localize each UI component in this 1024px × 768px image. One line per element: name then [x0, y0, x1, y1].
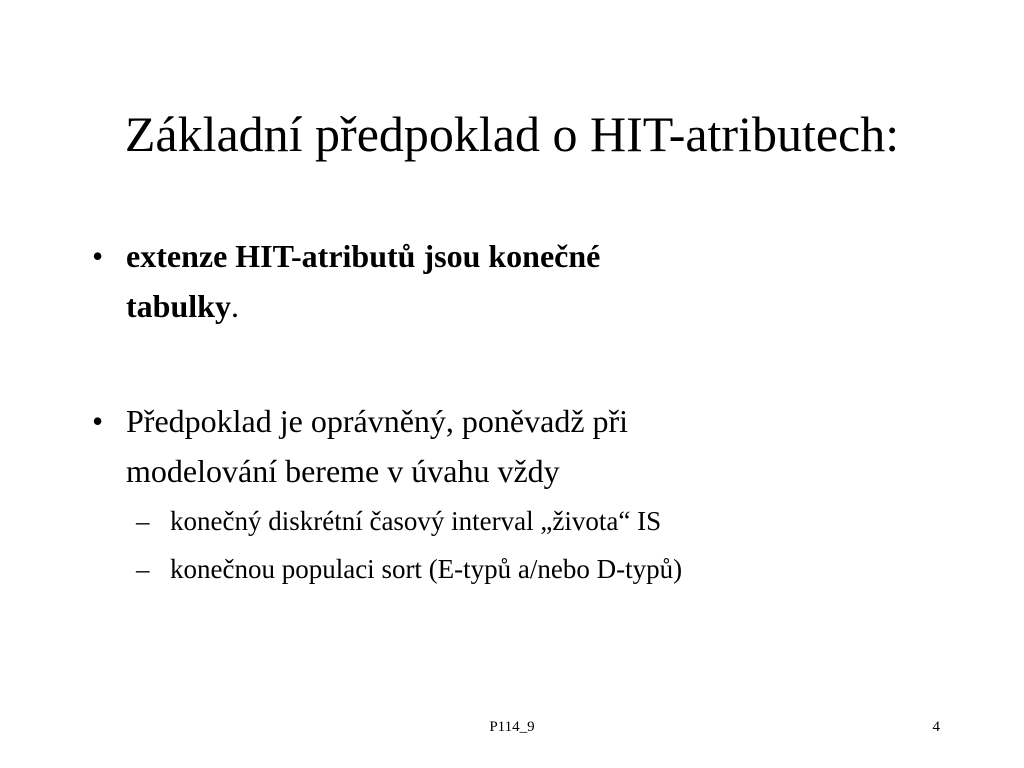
page-number: 4 [932, 719, 940, 735]
sub-bullet-item [136, 501, 876, 541]
sub-bullet-mark: – [136, 554, 150, 584]
sub-bullet-mark: – [136, 506, 150, 536]
bullet-text-line1: Předpoklad je oprávněný, poněvadž při [126, 403, 629, 439]
bullet-text-line2: modelování bereme v úvahu vždy [126, 453, 560, 489]
sub-bullet-text: konečnou populaci sort (E-typů a/nebo D-typů) [170, 554, 683, 584]
bullet-mark: • [92, 403, 104, 439]
bullet-item [92, 396, 832, 496]
bullet-text [126, 231, 832, 331]
bullet-text-line2: tabulky [126, 288, 231, 324]
slide-title: Základní předpoklad o HIT-atributech: [124, 106, 900, 162]
sub-bullet-text: konečný diskrétní časový interval „života“ IS [170, 506, 662, 536]
bullet-mark: • [92, 238, 104, 274]
bullet-item [92, 231, 832, 331]
sub-bullet-item [136, 549, 876, 589]
bullet-text-line1: extenze HIT-atributů jsou konečné [126, 238, 601, 274]
footer-label: P114_9 [489, 719, 535, 735]
bullet-text [126, 396, 832, 496]
bullet-text-suffix: . [230, 288, 239, 324]
